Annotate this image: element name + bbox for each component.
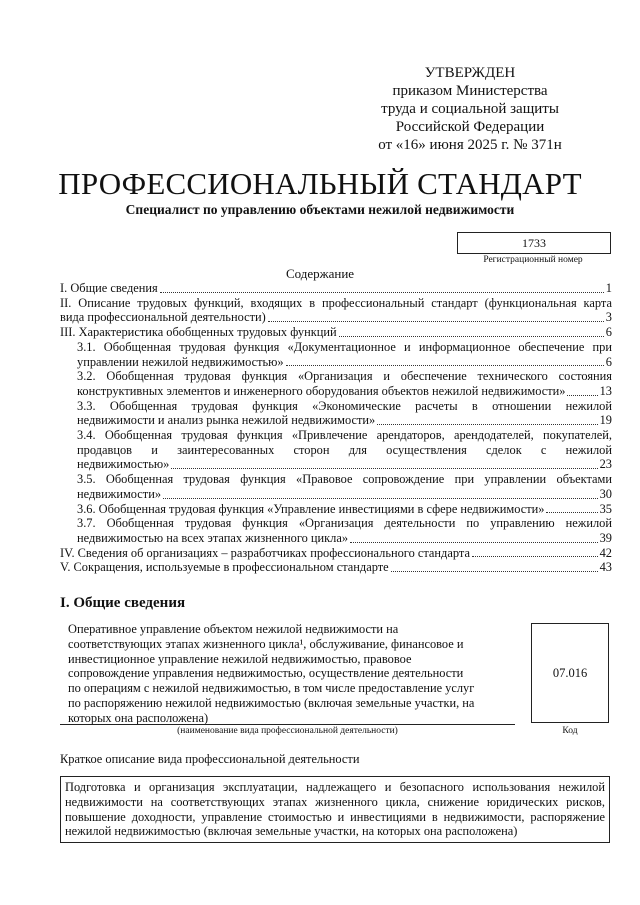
toc-page-number: 30 bbox=[599, 486, 612, 501]
toc-entry-line: V. Сокращения, используемые в профессиональном стандарте bbox=[60, 560, 389, 575]
toc-entry bbox=[60, 472, 612, 501]
toc-entry-line: 3.7. Обобщенная трудовая функция «Организация деятельности по управлению нежилой bbox=[77, 516, 612, 531]
toc-page-number: 35 bbox=[599, 501, 612, 516]
toc-dot-leader bbox=[567, 395, 597, 396]
toc-entry-line: управлении нежилой недвижимостью» bbox=[77, 354, 284, 369]
activity-name-line: соответствующих этапах жизненного цикла¹, обслуживание, финансовое и bbox=[68, 636, 464, 651]
toc-dot-leader bbox=[472, 556, 598, 557]
toc-entry bbox=[60, 399, 612, 428]
activity-name-line: инвестиционное управление нежилой недвижимостью, правовое bbox=[68, 651, 412, 666]
toc-entry bbox=[60, 428, 612, 472]
toc-entry-line: 3.6. Обобщенная трудовая функция «Управление инвестициями в сфере недвижимости» bbox=[77, 501, 545, 516]
toc-entry bbox=[60, 340, 612, 369]
approval-block bbox=[360, 64, 580, 154]
toc-dot-leader bbox=[160, 292, 604, 293]
toc-dot-leader bbox=[163, 498, 598, 499]
toc-entry-line: 3.2. Обобщенная трудовая функция «Организация и обеспечение технического состояния bbox=[77, 369, 612, 384]
approval-line: УТВЕРЖДЕН bbox=[424, 65, 516, 81]
approval-line: Российской Федерации bbox=[395, 119, 545, 135]
activity-name-text bbox=[68, 622, 508, 726]
activity-name-line: сопровождение управления недвижимостью, осуществление деятельности bbox=[68, 666, 464, 681]
registration-number-label: Регистрационный номер bbox=[483, 255, 583, 265]
toc-entry-line: IV. Сведения об организациях – разработчиках профессионального стандарта bbox=[60, 545, 470, 560]
toc-entry-line: 3.5. Обобщенная трудовая функция «Правовое сопровождение при управлении объектами bbox=[77, 472, 612, 487]
brief-description-heading: Краткое описание вида профессиональной деятельности bbox=[60, 752, 360, 766]
toc-entry-line: III. Характеристика обобщенных трудовых функций bbox=[60, 325, 337, 340]
toc-entry-line: недвижимости» bbox=[77, 486, 162, 501]
toc-page-number: 42 bbox=[599, 545, 612, 560]
toc-entry bbox=[60, 546, 612, 561]
activity-code-label: Код bbox=[562, 726, 578, 736]
section-heading: I. Общие сведения bbox=[60, 595, 186, 611]
toc-page-number: 39 bbox=[599, 530, 612, 545]
toc-dot-leader bbox=[171, 468, 597, 469]
toc-entry-line: недвижимостью» bbox=[77, 457, 170, 472]
toc-dot-leader bbox=[546, 512, 597, 513]
page-title: ПРОФЕССИОНАЛЬНЫЙ СТАНДАРТ bbox=[58, 166, 582, 201]
toc-entry bbox=[60, 369, 612, 398]
approval-line: приказом Министерства bbox=[392, 83, 548, 99]
activity-name-label: (наименование вида профессиональной деятельности) bbox=[177, 726, 398, 736]
activity-name-line: которых она расположена) bbox=[68, 710, 209, 725]
toc-page-number: 3 bbox=[605, 310, 612, 325]
toc-entry-line: II. Описание трудовых функций, входящих в профессиональный стандарт (функциональная карта bbox=[60, 295, 612, 310]
toc-entry-line: недвижимости и анализ рынка нежилой недвижимости» bbox=[77, 413, 376, 428]
registration-number-box: 1733 bbox=[457, 232, 611, 254]
toc-page-number: 13 bbox=[599, 383, 612, 398]
toc-entry bbox=[60, 281, 612, 296]
toc-entry-line: вида профессиональной деятельности) bbox=[60, 310, 266, 325]
toc-page-number: 6 bbox=[605, 325, 612, 340]
toc-dot-leader bbox=[391, 571, 598, 572]
activity-name-line: по операциям с нежилой недвижимостью, в том числе предоставление услуг bbox=[68, 681, 475, 696]
toc-heading: Содержание bbox=[285, 266, 355, 281]
toc-dot-leader bbox=[268, 321, 604, 322]
toc-entry-line: недвижимостью на всех этапах жизненного цикла» bbox=[77, 530, 349, 545]
toc-entry bbox=[60, 325, 612, 340]
toc-page-number: 6 bbox=[605, 354, 612, 369]
toc-page-number: 23 bbox=[599, 457, 612, 472]
approval-line: от «16» июня 2025 г. № 371н bbox=[378, 137, 562, 153]
toc-dot-leader bbox=[350, 542, 598, 543]
activity-name-line: Оперативное управление объектом нежилой недвижимости на bbox=[68, 622, 399, 636]
brief-description-box: Подготовка и организация эксплуатации, надлежащего и безопасного использования нежилой недвижимости на соответствующих этапах жизненного цикла, снижение юридических рисков, повышение доходности, управление стоимостью и инвестициями в недвижимости, распоряжение нежилой недвижимостью (включая земельные участки, на которых она расположена) bbox=[60, 776, 610, 843]
toc-entry-line: продавцов и заинтересованных сторон для осуществления сделок с нежилой bbox=[77, 442, 612, 457]
table-of-contents bbox=[60, 281, 612, 575]
toc-dot-leader bbox=[286, 365, 604, 366]
page-subtitle: Специалист по управлению объектами нежилой недвижимости bbox=[125, 202, 515, 217]
toc-entry-line: I. Общие сведения bbox=[60, 281, 158, 295]
toc-page-number: 1 bbox=[605, 281, 612, 295]
approval-line: труда и социальной защиты bbox=[381, 101, 559, 117]
toc-entry bbox=[60, 502, 612, 517]
toc-entry bbox=[60, 560, 612, 575]
activity-name-line: по распоряжению нежилой недвижимостью (включая земельные участки, на bbox=[68, 695, 475, 710]
toc-entry-line: 3.3. Обобщенная трудовая функция «Экономические расчеты в отношении нежилой bbox=[77, 398, 612, 413]
toc-entry bbox=[60, 516, 612, 545]
activity-name-underline bbox=[60, 724, 515, 725]
toc-dot-leader bbox=[377, 424, 597, 425]
toc-entry bbox=[60, 296, 612, 325]
activity-code-box: 07.016 bbox=[531, 623, 609, 723]
toc-page-number: 19 bbox=[599, 413, 612, 428]
toc-entry-line: конструктивных элементов и инженерного оборудования объектов нежилой недвижимости» bbox=[77, 383, 566, 398]
toc-entry-line: 3.4. Обобщенная трудовая функция «Привлечение арендаторов, арендодателей, покупателей, bbox=[77, 428, 612, 443]
toc-entry-line: 3.1. Обобщенная трудовая функция «Документационное и информационное обеспечение при bbox=[77, 339, 612, 354]
toc-dot-leader bbox=[339, 336, 604, 337]
toc-page-number: 43 bbox=[599, 560, 612, 575]
